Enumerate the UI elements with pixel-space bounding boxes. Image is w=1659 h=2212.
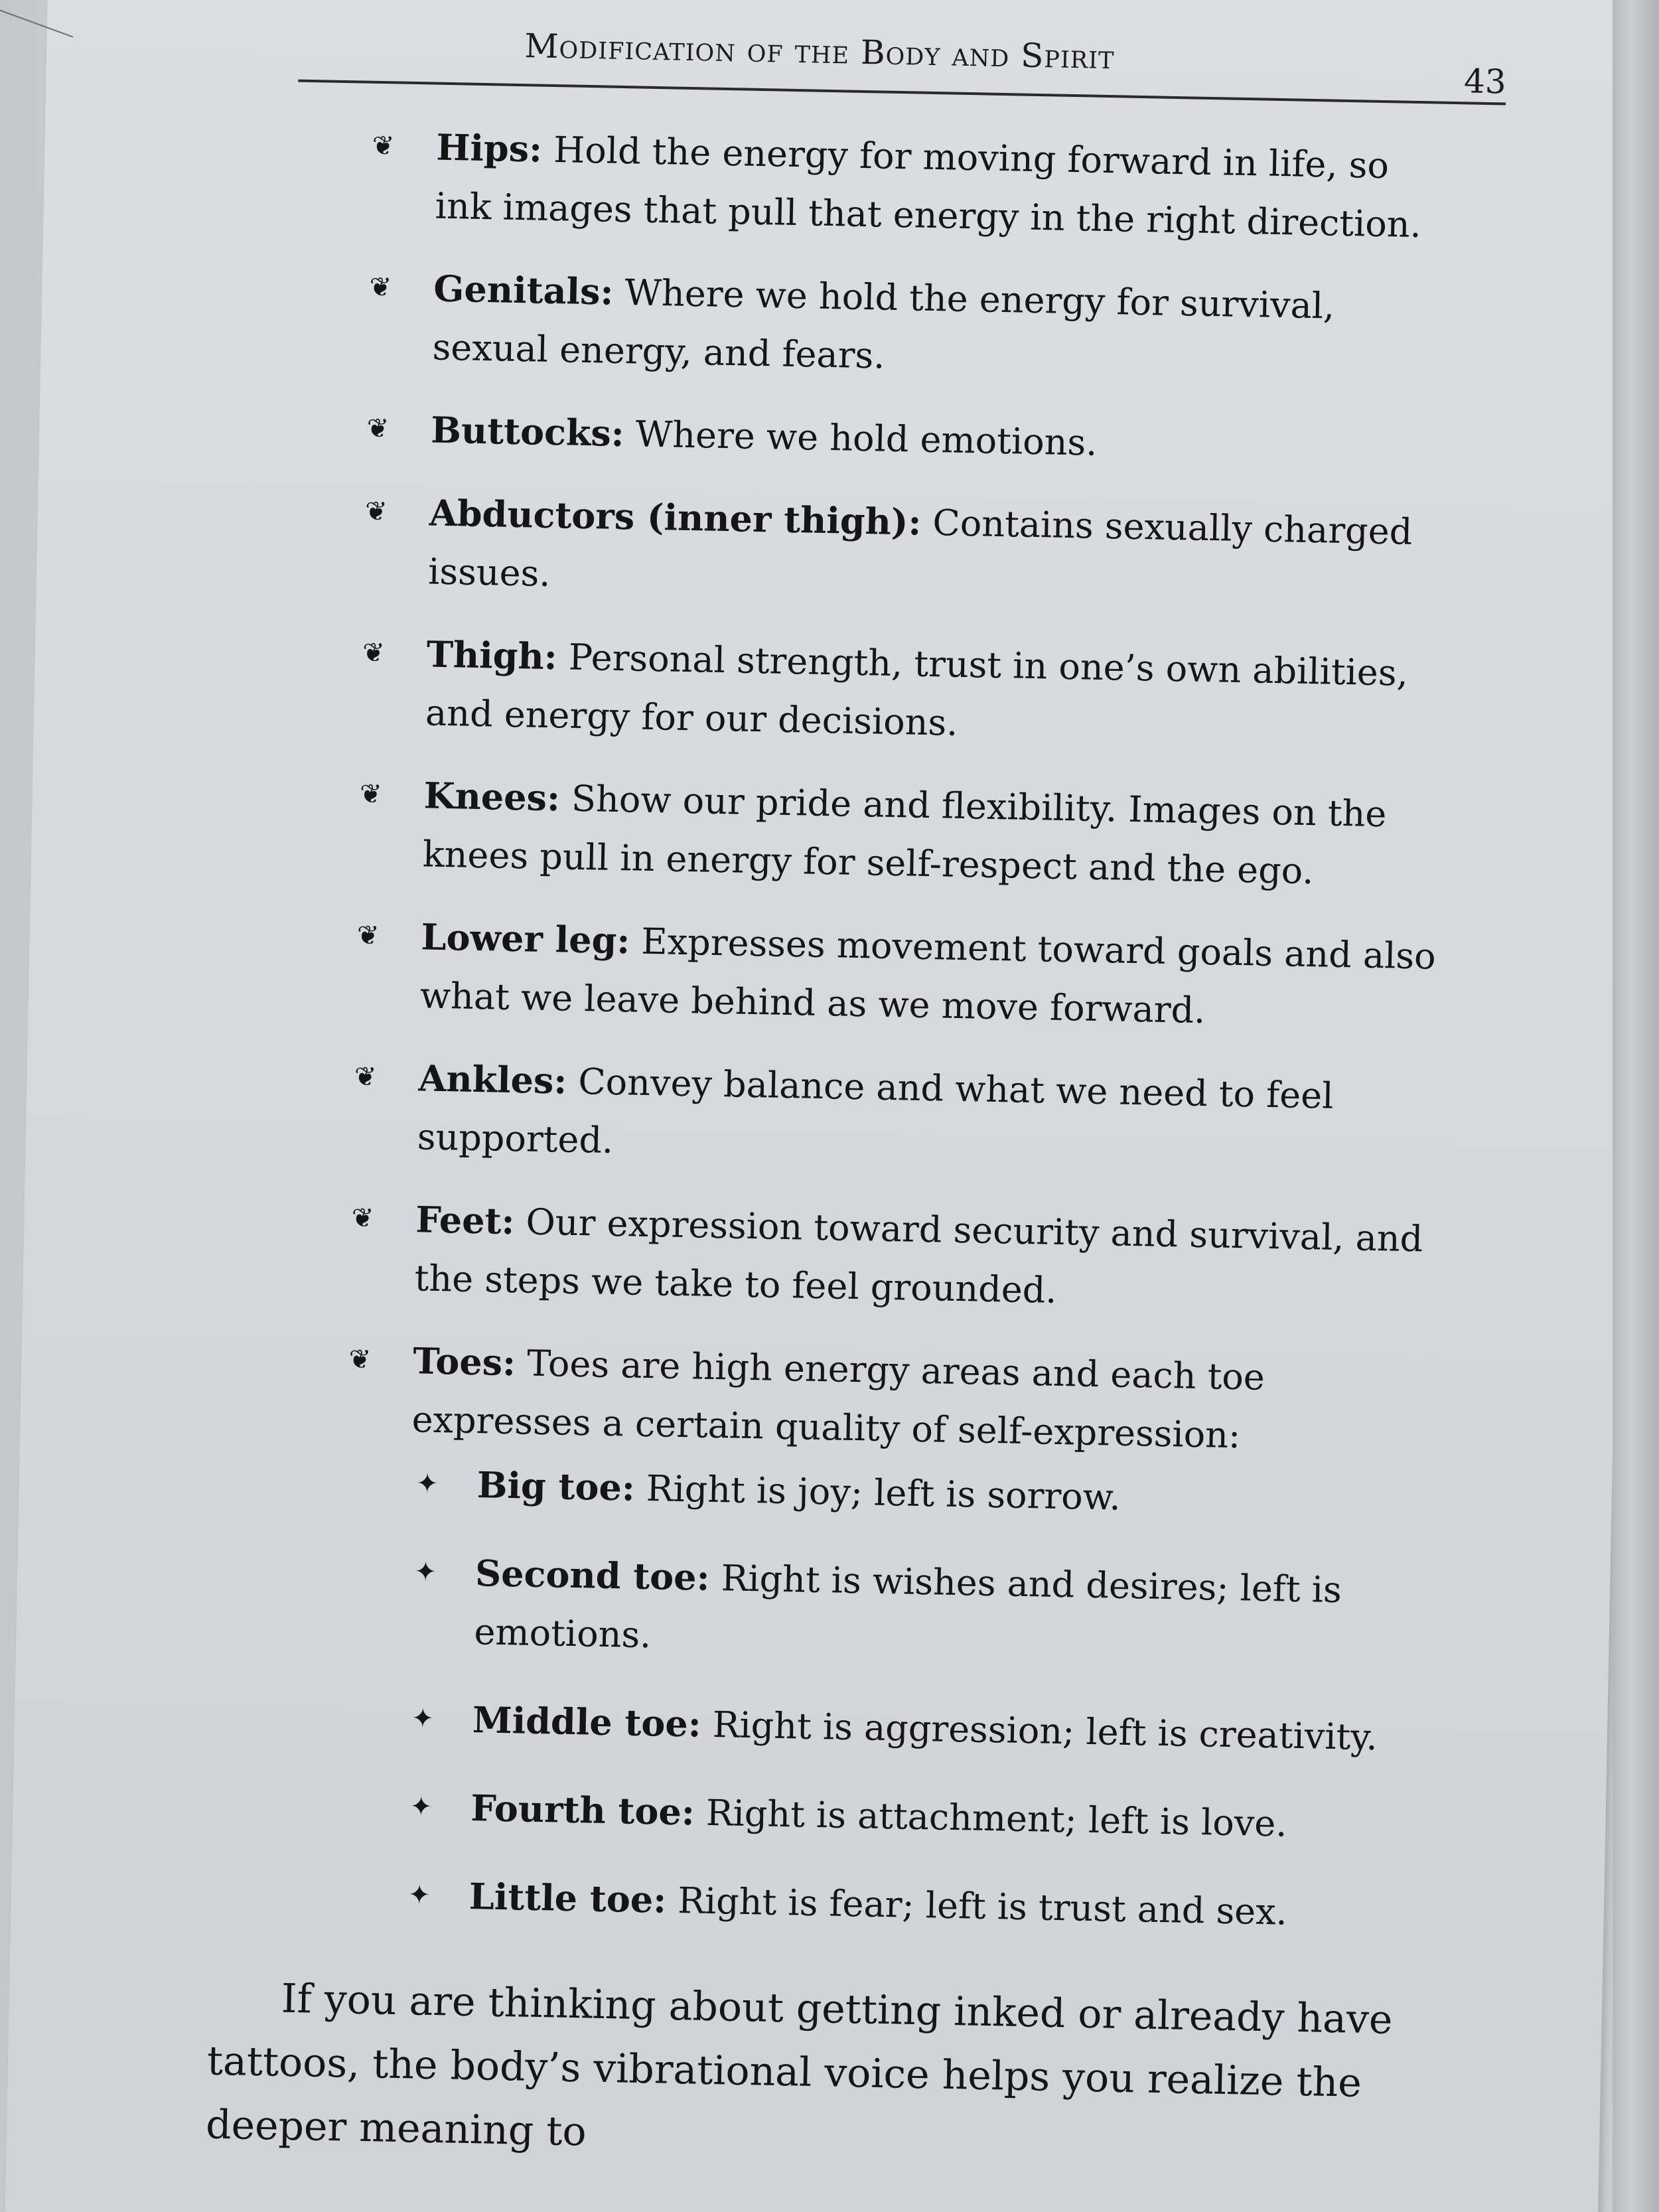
item-term: Buttocks:	[430, 408, 625, 455]
item-term: Knees:	[423, 774, 561, 820]
item-text: Right is joy; left is sorrow.	[634, 1467, 1121, 1518]
item-term: Hips:	[435, 125, 543, 171]
running-head: Modification of the Body and Spirit	[524, 27, 1115, 77]
list-item-hips	[362, 116, 1452, 254]
item-text: Show our pride and flexibility. Images on the knees pull in energy for self-respect and the ego.	[422, 777, 1387, 893]
ornament-bullet-icon: ❦	[354, 1061, 377, 1093]
item-text: Right is attachment; left is love.	[694, 1791, 1288, 1845]
ornament-bullet-icon: ❦	[356, 920, 380, 952]
item-term: Abductors (inner thigh):	[429, 491, 922, 544]
item-text: Contains sexually charged issues.	[427, 501, 1413, 595]
body-part-list	[328, 116, 1452, 1973]
ornament-bullet-icon: ❦	[366, 413, 390, 445]
item-term: Big toe:	[476, 1463, 636, 1509]
item-text: Our expression toward security and survival, and the steps we take to feel grounded.	[414, 1201, 1423, 1311]
item-term: Toes:	[412, 1339, 516, 1384]
book-page	[5, 0, 1640, 2212]
ornament-bullet-icon: ❦	[351, 1203, 374, 1234]
list-item-big-toe	[410, 1454, 1426, 1532]
closing-paragraph: If you are thinking about getting inked or already have tattoos, the body’s vibrational voice helps you realize the deeper meaning to	[205, 1975, 1394, 2156]
diamond-bullet-icon: ✦	[407, 1880, 431, 1911]
item-term: Second toe:	[474, 1552, 711, 1599]
list-item-second-toe	[407, 1542, 1425, 1679]
item-term: Ankles:	[417, 1057, 567, 1102]
page-edge	[1613, 0, 1659, 2212]
ornament-bullet-icon: ❦	[359, 778, 382, 810]
ornament-bullet-icon: ❦	[372, 130, 395, 162]
ornament-bullet-icon: ❦	[364, 496, 388, 528]
diamond-bullet-icon: ✦	[414, 1556, 437, 1587]
item-text: Right is aggression; left is creativity.	[701, 1703, 1378, 1759]
diamond-bullet-icon: ✦	[415, 1468, 439, 1500]
item-text: Toes are high energy areas and each toe expresses a certain quality of self-expression:	[411, 1342, 1265, 1457]
toe-list	[402, 1454, 1426, 1944]
item-term: Little toe:	[469, 1875, 667, 1921]
item-text: Where we hold the energy for survival, sexual energy, and fears.	[432, 271, 1335, 377]
list-item-buttocks	[357, 399, 1446, 479]
item-term: Lower leg:	[421, 915, 630, 962]
page-number: 43	[1463, 62, 1507, 102]
list-item-knees	[349, 765, 1439, 903]
list-item-lower-leg	[346, 906, 1437, 1044]
item-term: Feet:	[415, 1198, 516, 1243]
list-item-fourth-toe	[404, 1777, 1420, 1856]
item-text: Personal strength, trust in one’s own abilities, and energy for our decisions.	[425, 636, 1409, 744]
ornament-bullet-icon: ❦	[348, 1344, 372, 1376]
list-item-genitals	[359, 258, 1449, 396]
diamond-bullet-icon: ✦	[411, 1703, 435, 1734]
item-text: Right is fear; left is trust and sex.	[666, 1879, 1288, 1933]
item-text: Hold the energy for moving forward in life, so ink images that pull that energy in the right direction.	[435, 128, 1422, 246]
header-rule	[298, 80, 1506, 106]
page-header	[298, 23, 1507, 125]
list-item-thigh	[352, 623, 1442, 761]
list-item-little-toe	[402, 1866, 1418, 1944]
diamond-bullet-icon: ✦	[409, 1791, 433, 1822]
list-item-feet	[341, 1189, 1431, 1327]
list-item-ankles	[344, 1047, 1434, 1185]
list-item-abductors	[354, 482, 1445, 620]
item-term: Middle toe:	[472, 1698, 702, 1745]
item-text: Right is wishes and desires; left is emotions.	[473, 1556, 1342, 1657]
item-text: Convey balance and what we need to feel supported.	[417, 1060, 1334, 1161]
item-text: Where we hold emotions.	[624, 413, 1098, 464]
item-text: Expresses movement toward goals and also what we leave behind as we move forward.	[419, 920, 1437, 1032]
ornament-bullet-icon: ❦	[362, 637, 386, 669]
item-term: Genitals:	[433, 267, 614, 313]
item-term: Fourth toe:	[470, 1787, 695, 1834]
list-item-toes	[329, 1330, 1429, 1944]
ornament-bullet-icon: ❦	[369, 271, 392, 303]
list-item-middle-toe	[405, 1689, 1421, 1767]
item-term: Thigh:	[426, 632, 558, 678]
